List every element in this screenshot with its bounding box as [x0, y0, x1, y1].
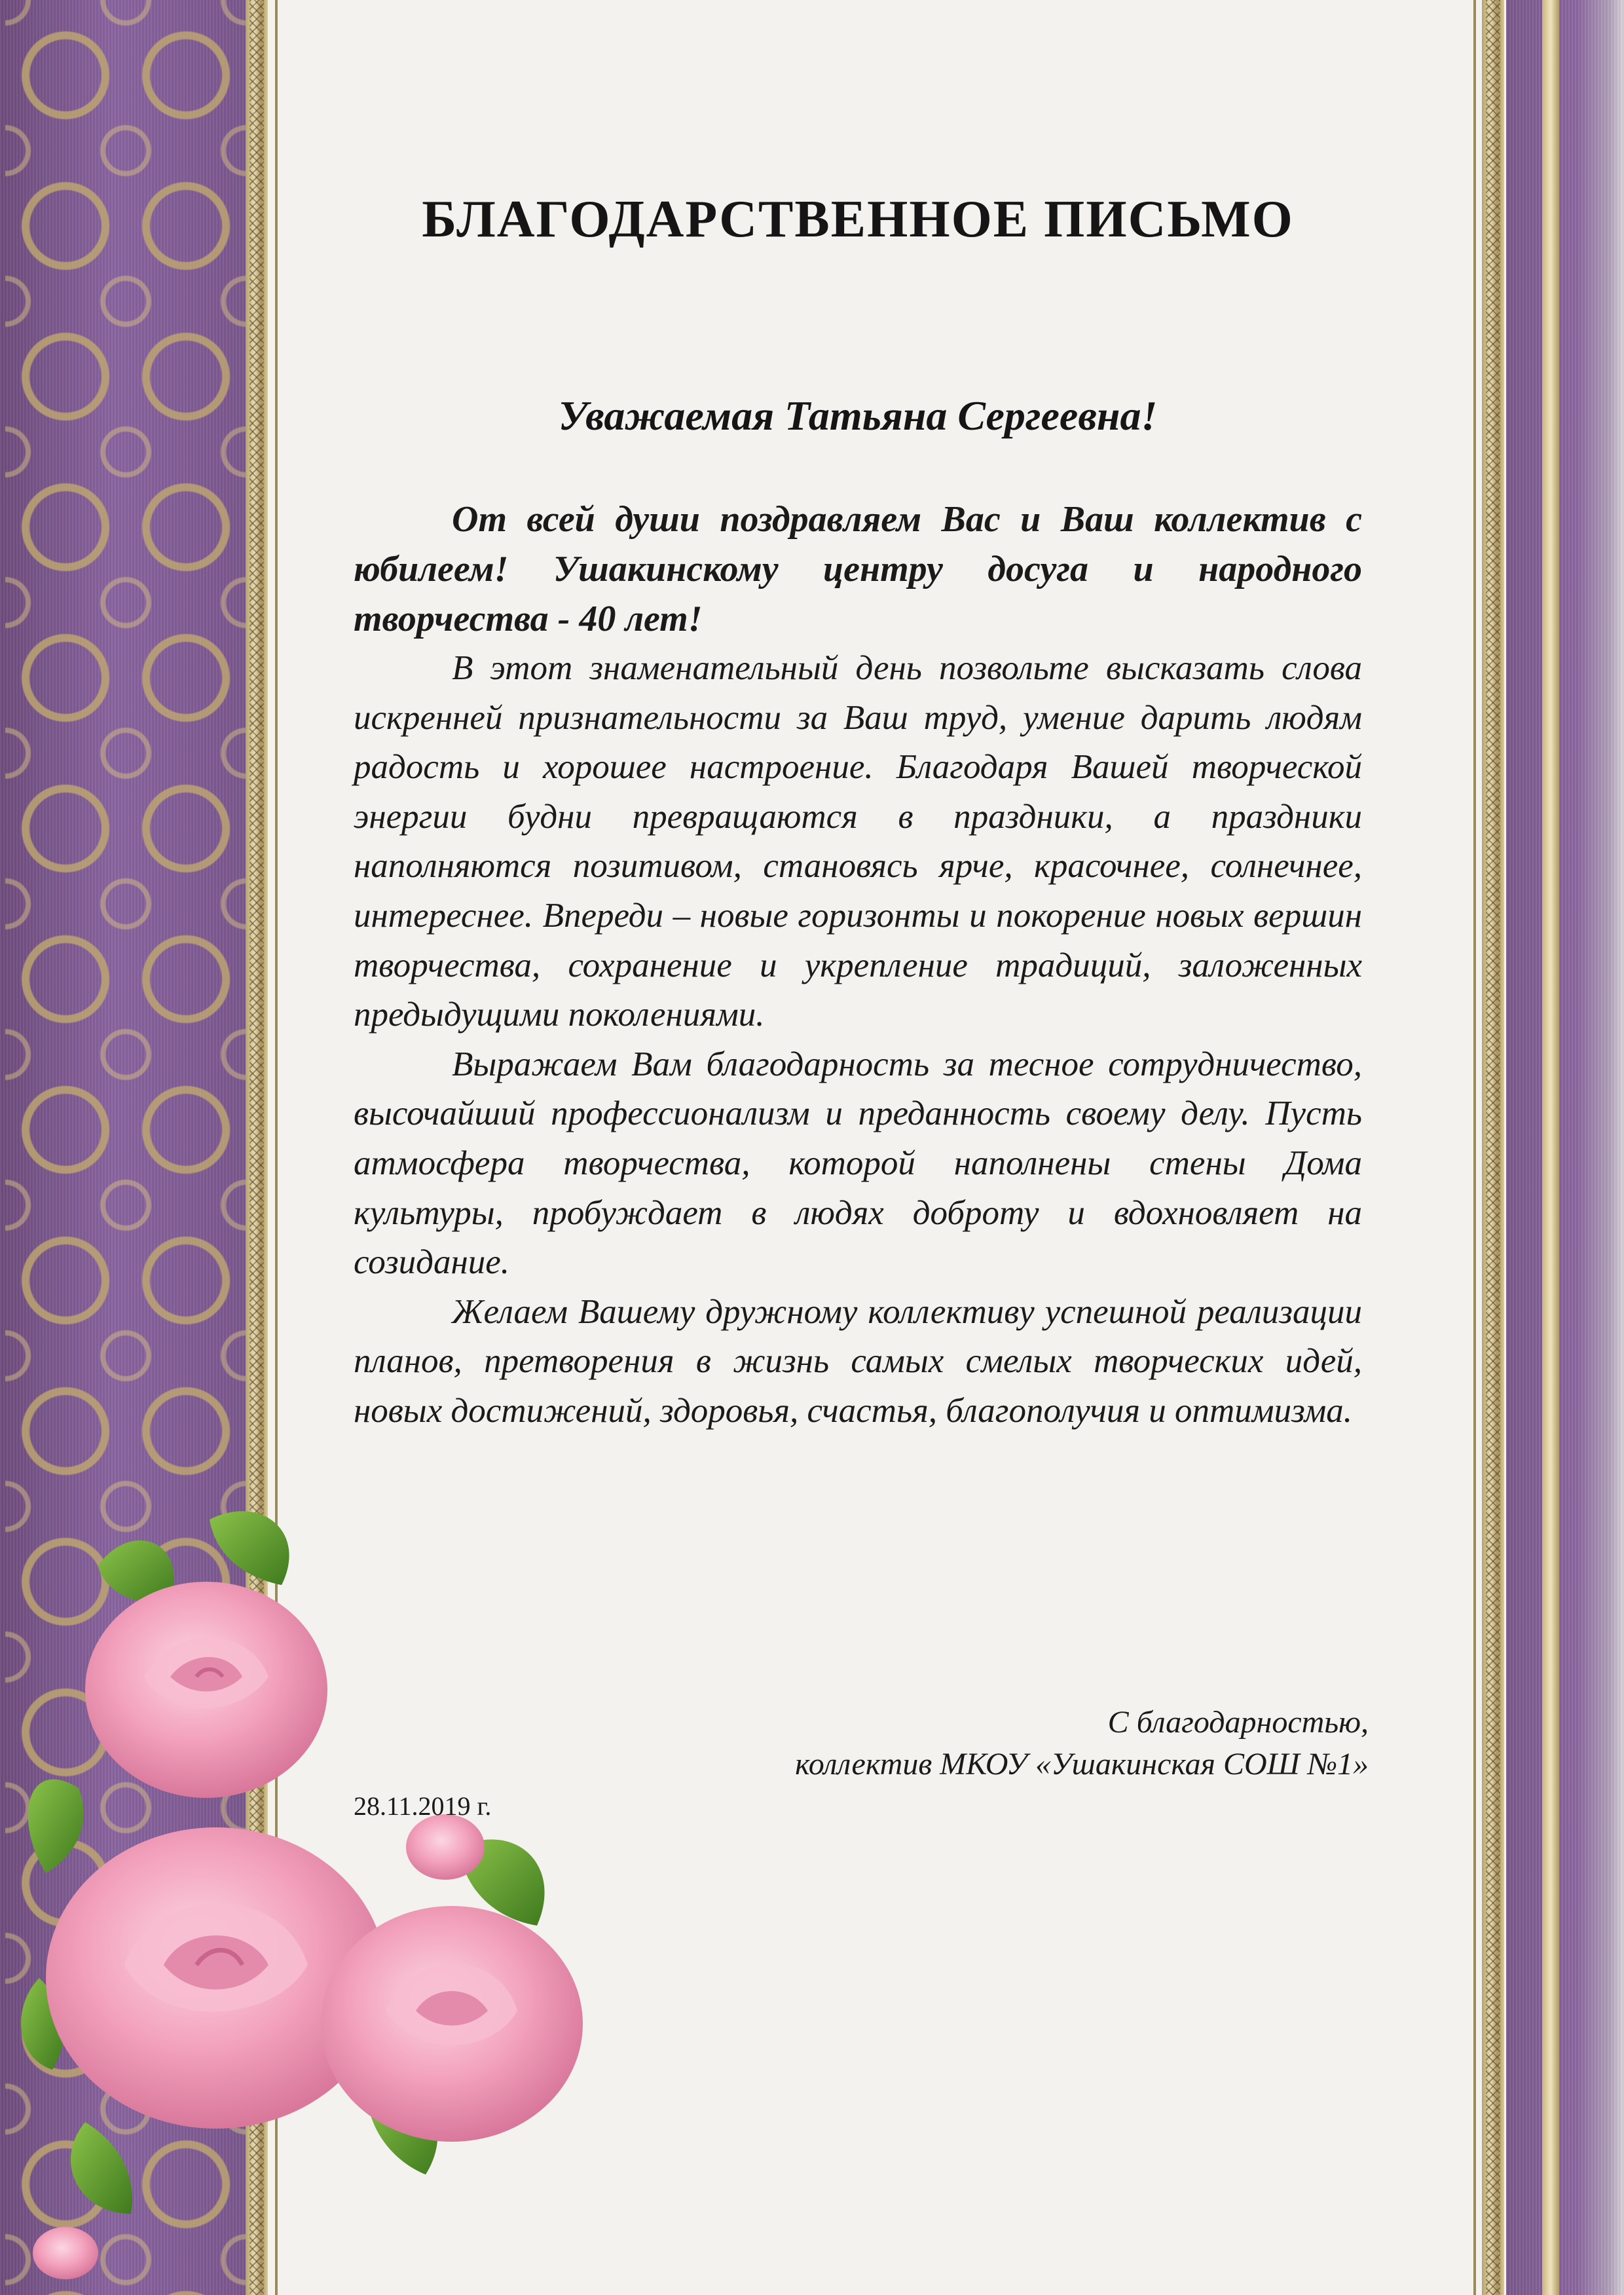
- gold-lattice-right: [1486, 0, 1500, 2295]
- letter-title: БЛАГОДАРСТВЕННОЕ ПИСЬМО: [422, 191, 1294, 248]
- letter-greeting: Уважаемая Татьяна Сергеевна!: [558, 392, 1158, 439]
- signature-line-2: коллектив МКОУ «Ушакинская СОШ №1»: [795, 1747, 1369, 1782]
- rose-icon: [85, 1582, 327, 1798]
- letter-body: [354, 494, 1362, 1436]
- gold-stripe-right: [1542, 0, 1559, 2295]
- letter-date: 28.11.2019 г.: [354, 1791, 492, 1821]
- paragraph-cooperation: Выражаем Вам благодарность за тесное сотрудничество, высочайший профессионализм и преданность своему делу. Пусть атмосфера творчества, которой наполнены стены Дома культуры, пробуждает в людях доброту и вдохновляет на созидание.: [354, 1045, 1362, 1282]
- signature-block: [589, 1702, 1369, 1785]
- paragraph-gratitude: В этот знаменательный день позвольте высказать слова искренней признательности за Ваш труд, умение дарить людям радость и хорошее настроение. Благодаря Вашей творческой энергии будни превращаются в праздники, а праздники наполняются позитивом, становясь ярче, красочнее, солнечнее, интереснее. Впереди – новые горизонты и покорение новых вершин творчества, сохранение и укрепление традиций, заложенных предыдущими поколениями.: [354, 649, 1362, 1034]
- signature-line-1: С благодарностью,: [1107, 1705, 1369, 1740]
- paragraph-wishes: Желаем Вашему дружному коллективу успешной реализации планов, претворения в жизнь самых смелых творческих идей, новых достижений, здоровья, счастья, благополучия и оптимизма.: [354, 1292, 1362, 1430]
- right-ornamental-border: [1506, 0, 1624, 2295]
- rose-icon: [321, 1906, 583, 2142]
- paragraph-congratulation: От всей души поздравляем Вас и Ваш коллектив с юбилеем! Ушакинскому центру досуга и народного творчества - 40 лет!: [354, 499, 1362, 639]
- pink-roses-icon: [0, 1480, 629, 2295]
- frame-line-right: [1473, 0, 1476, 2295]
